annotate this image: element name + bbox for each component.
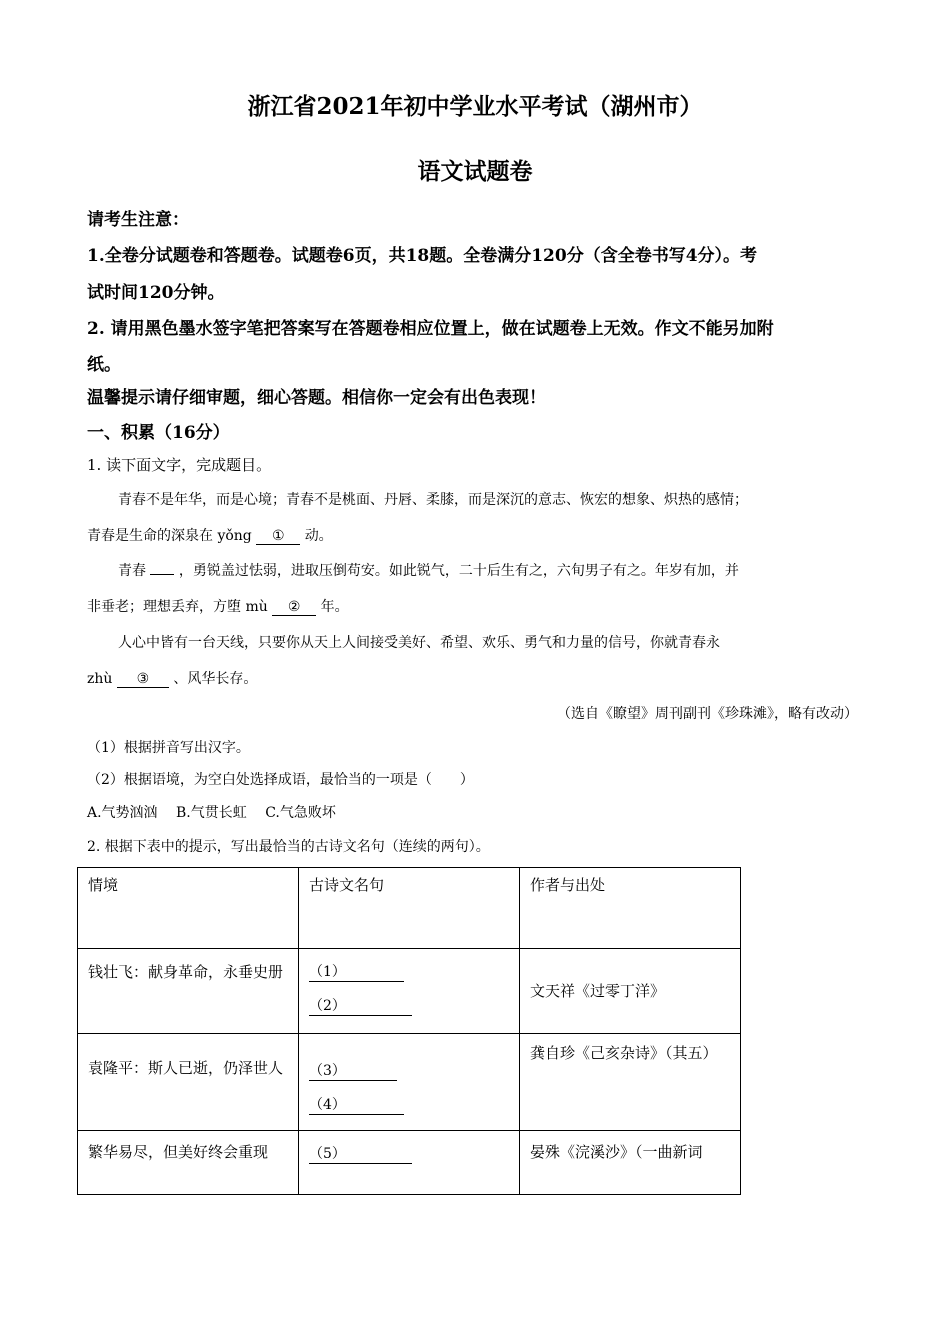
author-text: 文天祥《过零丁洋》 <box>530 981 666 1000</box>
header-verse: 古诗文名句 <box>309 876 385 894</box>
passage-source: （选自《瞭望》周刊副刊《珍珠滩》，略有改动） <box>557 706 858 722</box>
passage-1-line-1: 青春不是年华，而是心境；青春不是桃面、丹唇、柔膝，而是深沉的意志、恢宏的想象、炽热的感情； <box>118 492 748 508</box>
passage-3-line-2 <box>87 668 257 688</box>
verse-cell <box>299 1034 520 1131</box>
blank-2: ② <box>272 600 316 616</box>
table-header-cell <box>299 868 520 949</box>
verse-cell <box>299 949 520 1034</box>
table-header-row <box>78 868 741 949</box>
question-1-sub-2: （2）根据语境，为空白处选择成语，最恰当的一项是（ ） <box>87 772 474 788</box>
blank-1: ① <box>256 529 300 545</box>
verse-blank[interactable]: （3） <box>309 1062 397 1081</box>
situation-text: 繁华易尽，但美好终会重现 <box>88 1143 269 1161</box>
question-1-sub-1: （1）根据拼音写出汉字。 <box>87 740 250 756</box>
verse-blank[interactable]: （2） <box>309 997 412 1016</box>
blank-3: ③ <box>117 672 169 688</box>
table-header-cell <box>78 868 299 949</box>
passage-text: 青春是生命的深泉在 yǒng <box>87 528 252 544</box>
question-1-options: A.气势汹汹 B.气贯长虹 C.气急败坏 <box>87 805 336 821</box>
notice-item-2-line-2: 纸。 <box>87 355 121 375</box>
passage-2-line-2 <box>87 596 349 616</box>
author-cell <box>520 1131 741 1195</box>
verse-blank[interactable]: （1） <box>309 963 404 982</box>
passage-text: 、风华长存。 <box>173 671 258 687</box>
question-2-prompt: 2. 根据下表中的提示，写出最恰当的古诗文名句（连续的两句）。 <box>87 839 490 855</box>
verse-cell <box>299 1131 520 1195</box>
passage-text: ，勇锐盖过怯弱，进取压倒苟安。如此锐气，二十后生有之，六旬男子有之。年岁有加，并 <box>178 563 739 579</box>
table-row <box>78 1034 741 1131</box>
author-text: 龚自珍《己亥杂诗》（其五） <box>530 1044 718 1062</box>
table-header-cell <box>520 868 741 949</box>
passage-2-line-1 <box>118 560 739 580</box>
passage-1-line-2 <box>87 525 333 545</box>
page-subtitle: 语文试题卷 <box>417 158 533 185</box>
author-cell <box>520 1034 741 1131</box>
page-title: 浙江省2021年初中学业水平考试（湖州市） <box>247 93 703 120</box>
passage-text: 年。 <box>320 599 349 615</box>
table-row <box>78 1131 741 1195</box>
notice-item-1-line-1: 1.全卷分试题卷和答题卷。试题卷6页，共18题。全卷满分120分（含全卷书写4分）。考 <box>87 246 758 266</box>
passage-text: 青春 <box>118 563 146 579</box>
author-text: 晏殊《浣溪沙》（一曲新词 <box>530 1143 703 1161</box>
poem-table <box>77 867 741 1195</box>
author-cell <box>520 949 741 1034</box>
situation-cell <box>78 1034 299 1131</box>
notice-heading: 请考生注意： <box>87 210 189 230</box>
passage-3-line-1: 人心中皆有一台天线，只要你从天上人间接受美好、希望、欢乐、勇气和力量的信号，你就青春永 <box>118 635 720 651</box>
notice-item-2-line-1: 2. 请用黑色墨水签字笔把答案写在答题卷相应位置上，做在试题卷上无效。作文不能另加附 <box>87 319 774 339</box>
situation-cell <box>78 949 299 1034</box>
situation-cell <box>78 1131 299 1195</box>
passage-text: 动。 <box>304 528 333 544</box>
passage-text: zhù <box>87 671 113 687</box>
notice-item-1-line-2: 试时间120分钟。 <box>87 283 225 303</box>
notice-tip: 温馨提示请仔细审题，细心答题。相信你一定会有出色表现！ <box>87 388 546 408</box>
header-author: 作者与出处 <box>530 876 606 894</box>
question-1-prompt: 1. 读下面文字，完成题目。 <box>87 456 272 474</box>
situation-text: 袁隆平：斯人已逝，仍泽世人 <box>88 1059 284 1077</box>
verse-blank[interactable]: （4） <box>309 1096 404 1115</box>
table-row <box>78 949 741 1034</box>
idiom-blank <box>150 562 174 575</box>
situation-text: 钱壮飞：献身革命，永垂史册 <box>88 963 284 981</box>
header-situation: 情境 <box>88 876 119 894</box>
passage-text: 非垂老；理想丢弃，方堕 mù <box>87 599 268 615</box>
section-1-heading: 一、积累（16分） <box>87 423 230 443</box>
verse-blank[interactable]: （5） <box>309 1145 412 1164</box>
